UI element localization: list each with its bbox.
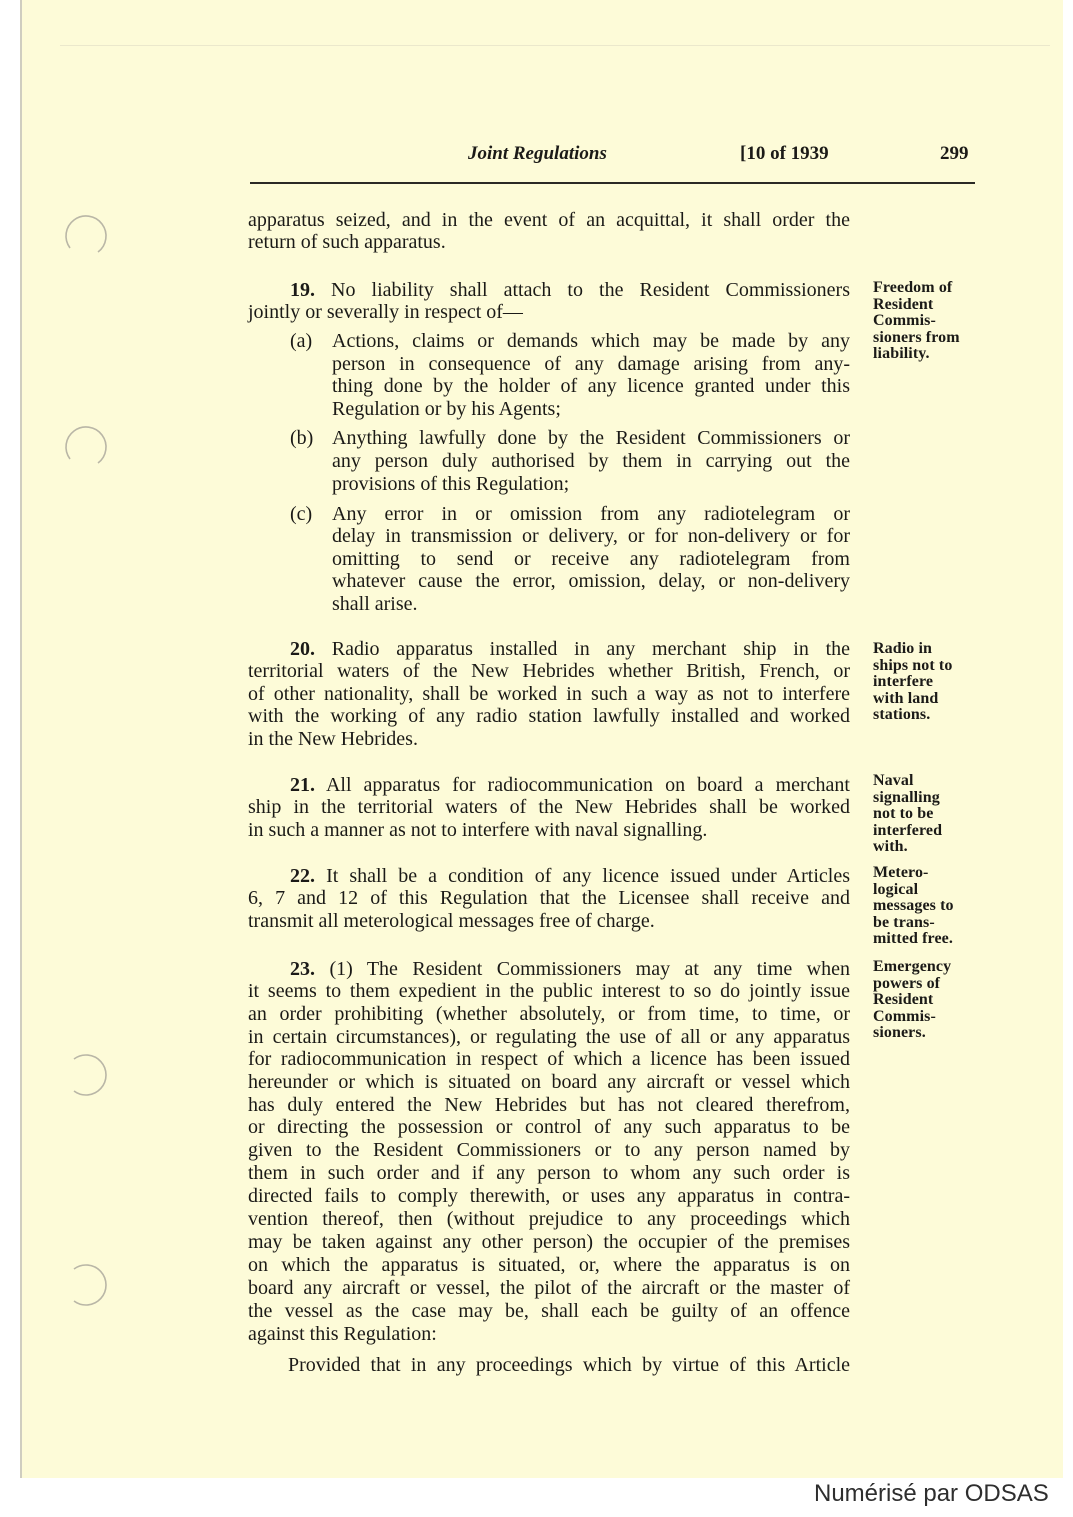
body-text-line: has duly entered the New Hebrides but has not cleared therefrom, (248, 1094, 850, 1116)
body-text-line: return of such apparatus. (248, 231, 446, 253)
body-text-line: in certain circumstances), or regulating the use of all or any apparatus (248, 1026, 850, 1048)
margin-note (873, 280, 960, 363)
margin-note-line: Resident (873, 991, 934, 1008)
body-text-line: hereunder or which is situated on board any aircraft or vessel which (248, 1071, 850, 1093)
body-text-line: with the working of any radio station lawfully installed and worked (248, 705, 850, 727)
margin-note-line: sioners. (873, 1024, 926, 1041)
section-number: 21. (290, 774, 315, 796)
margin-note-line: interfered (873, 821, 943, 839)
margin-note-line: powers of (873, 974, 941, 992)
margin-note-line: Commis- (873, 1007, 936, 1025)
item-text-line: Regulation or by his Agents; (332, 398, 561, 420)
body-text-line: the vessel as the case may be, shall each be guilty of an offence (248, 1300, 850, 1322)
section-heading-line (290, 279, 850, 301)
margin-note-line: Emergency (873, 958, 952, 975)
item-text-line: shall arise. (332, 593, 418, 615)
item-text-line: provisions of this Regulation; (332, 473, 570, 495)
margin-note-line: sioners from (873, 328, 960, 346)
margin-note-line: messages to (873, 897, 954, 914)
header-rule (250, 182, 975, 184)
margin-note-line: Commis- (873, 312, 936, 329)
body-text-line: against this Regulation: (248, 1323, 437, 1345)
margin-note-line: Naval (873, 772, 914, 789)
running-head-title: Joint Regulations (468, 143, 607, 164)
section-heading-line (290, 865, 850, 887)
body-text-line: on which the apparatus is situated, or, where the apparatus is on (248, 1254, 850, 1276)
section-text: It shall be a condition of any licence issued under Articles (326, 865, 850, 887)
margin-note-line: Metero- (873, 864, 929, 881)
body-text-line: directed fails to comply therewith, or uses any apparatus in contra- (248, 1185, 850, 1207)
body-text-line: it seems to them expedient in the public interest to so do jointly issue (248, 980, 850, 1002)
body-text-line: 6, 7 and 12 of this Regulation that the Licensee shall receive and (248, 887, 850, 909)
margin-note-line: with land (873, 689, 939, 707)
section-number: 23. (290, 958, 315, 980)
margin-note (873, 641, 952, 724)
margin-note-line: ships not to (873, 656, 953, 674)
item-text-line: delay in transmission or delivery, or for non-delivery or for (332, 525, 850, 547)
margin-note-line: liability. (873, 345, 930, 362)
proviso-line: Provided that in any proceedings which by virtue of this Article (288, 1354, 850, 1376)
margin-note-line: Radio in (873, 640, 933, 657)
body-text-line: territorial waters of the New Hebrides whether British, French, or (248, 660, 850, 682)
item-label: (a) (290, 330, 313, 352)
section-text: All apparatus for radiocommunication on board a merchant (325, 774, 850, 796)
hole-punch-mark (56, 1255, 116, 1315)
margin-note-line: mitted free. (873, 930, 953, 947)
body-text-line: of other nationality, shall be worked in such a way as not to interfere (248, 683, 850, 705)
body-text-line: vention thereof, then (without prejudice to any proceedings which (248, 1208, 850, 1230)
margin-note-line: logical (873, 880, 919, 898)
body-text-line: them in such order and if any person to whom any such order is (248, 1162, 850, 1184)
hole-punch-mark (56, 1045, 116, 1105)
margin-note-line: Freedom of (873, 279, 953, 296)
section-number: 22. (290, 865, 315, 887)
margin-note-line: with. (873, 838, 908, 855)
section-number: 19. (290, 279, 315, 301)
hole-punch-mark (56, 206, 116, 266)
page-number: 299 (940, 143, 969, 164)
item-text-line: thing done by the holder of any licence granted under this (332, 375, 850, 397)
body-text-line: in the New Hebrides. (248, 728, 418, 750)
digitization-credit: Numérisé par ODSAS (814, 1480, 1049, 1507)
margin-note-line: Resident (873, 295, 934, 313)
section-heading-line (290, 638, 850, 660)
margin-note-line: signalling (873, 788, 940, 806)
body-text-line: in such a manner as not to interfere with naval signalling. (248, 819, 708, 841)
item-text-line: whatever cause the error, omission, delay, or non-delivery (332, 570, 850, 592)
item-label: (c) (290, 503, 313, 525)
body-text-line: given to the Resident Commissioners or to any person named by (248, 1139, 850, 1161)
section-number: 20. (290, 638, 315, 660)
item-text-line: Any error in or omission from any radiotelegram or (332, 503, 850, 525)
margin-note-line: not to be (873, 805, 934, 822)
scan-edge-line (60, 45, 1050, 46)
section-heading-line (290, 774, 850, 796)
item-text-line: Actions, claims or demands which may be made by any (332, 330, 850, 352)
body-text-line: an order prohibiting (whether absolutely, or from time, to time, or (248, 1003, 850, 1025)
item-label: (b) (290, 427, 314, 449)
margin-note (873, 865, 954, 948)
margin-note-line: interfere (873, 673, 934, 690)
section-text: No liability shall attach to the Resident Commissioners (331, 279, 850, 301)
item-text-line: person in consequence of any damage arising from any- (332, 353, 850, 375)
running-head-act: [10 of 1939 (740, 143, 829, 164)
body-text-line: for radiocommunication in respect of which a licence has been issued (248, 1048, 850, 1070)
item-text-line: any person duly authorised by them in carrying out the (332, 450, 850, 472)
body-text-line: jointly or severally in respect of— (248, 301, 523, 323)
section-heading-line (290, 958, 850, 980)
body-text-line: or directing the possession or control of any such apparatus to be (248, 1116, 850, 1138)
body-text-line: may be taken against any other person) the occupier of the premises (248, 1231, 850, 1253)
margin-note-line: stations. (873, 706, 931, 723)
margin-note (873, 773, 942, 856)
body-text-line: ship in the territorial waters of the New Hebrides shall be worked (248, 796, 850, 818)
body-text-line: transmit all meterological messages free of charge. (248, 910, 655, 932)
section-text: (1) The Resident Commissioners may at any time when (329, 958, 851, 980)
hole-punch-mark (56, 417, 116, 477)
margin-note (873, 959, 951, 1042)
item-text-line: Anything lawfully done by the Resident Commissioners or (332, 427, 850, 449)
section-text: Radio apparatus installed in any merchant ship in the (331, 638, 851, 660)
margin-note-line: be trans- (873, 913, 935, 931)
item-text-line: omitting to send or receive any radiotelegram from (332, 548, 850, 570)
body-text-line: apparatus seized, and in the event of an acquittal, it shall order the (248, 209, 850, 231)
body-text-line: board any aircraft or vessel, the pilot of the aircraft or the master of (248, 1277, 850, 1299)
